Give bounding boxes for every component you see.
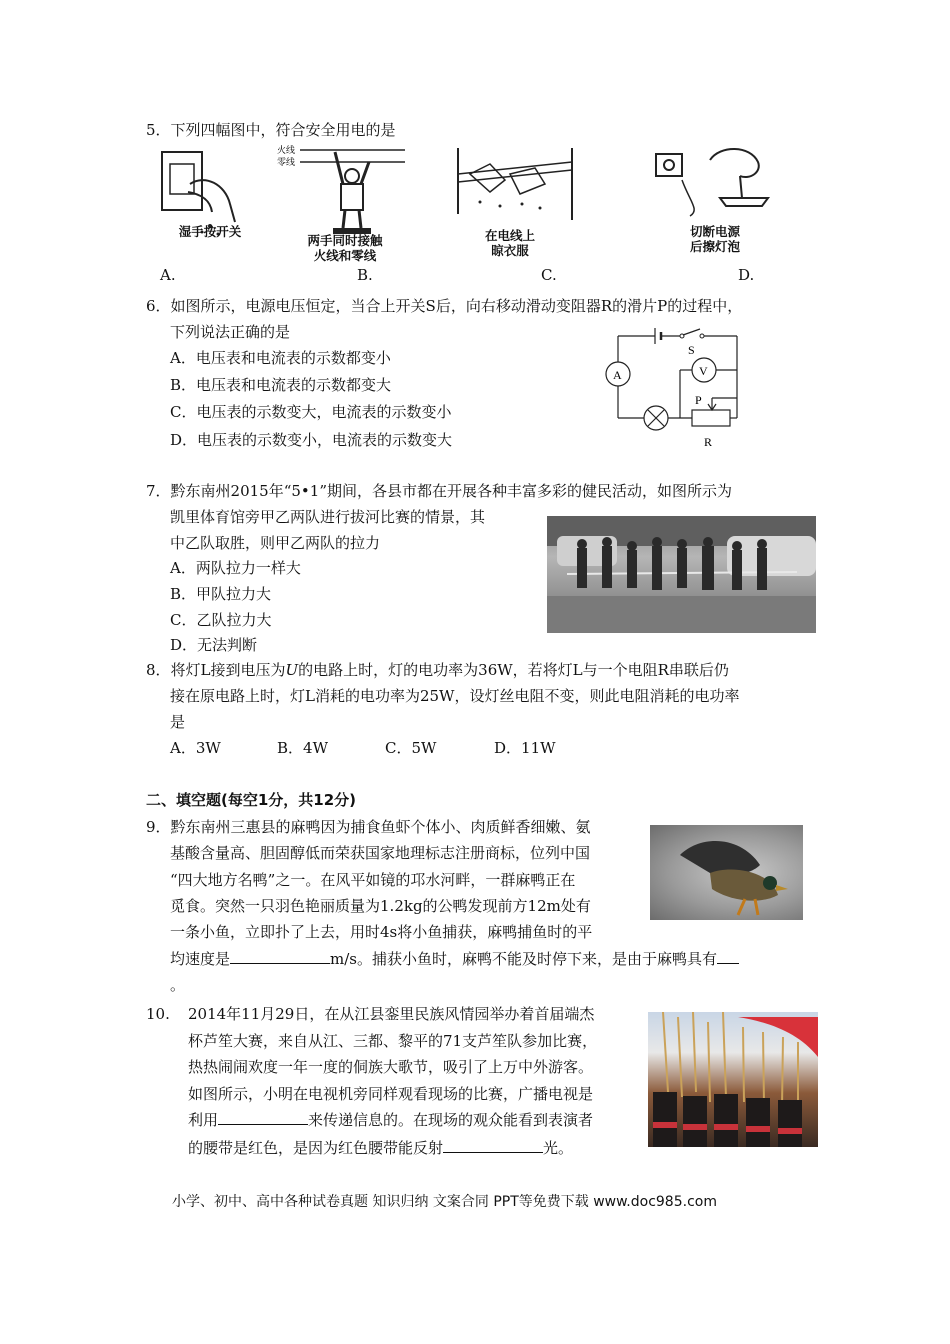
q5-caption-c-line1: 在电线上 <box>484 228 535 243</box>
person-touching-wires-illustration <box>275 140 410 240</box>
q10-line2: 杯芦笙大赛，来自从江、三都、黎平的71支芦笙队参加比赛， <box>188 1032 598 1050</box>
q8-stem-line2: 接在原电路上时，灯L消耗的电功率为25W，设灯丝电阻不变，则此电阻消耗的电功率 <box>170 687 740 705</box>
q7-option-d: D．无法判断 <box>170 636 258 654</box>
voltmeter-label: V <box>699 364 708 378</box>
unplugged-lamp-illustration <box>650 140 780 220</box>
q6-option-d: D．电压表的示数变小，电流表的示数变大 <box>170 431 453 449</box>
q8-stem-line1-part2: 的电路上时，灯的电功率为36W，若将灯L与一个电阻R串联后仍 <box>298 661 729 679</box>
q5-figure-c <box>450 144 590 259</box>
q9-line5: 一条小鱼，立即扑了上去，用时4s将小鱼捕获，麻鸭捕鱼时的平 <box>170 923 593 941</box>
q10-light-blank[interactable] <box>443 1138 543 1153</box>
q10-line6 <box>188 1138 573 1158</box>
lusheng-festival-photo <box>648 1012 818 1147</box>
q9-line7: 。 <box>170 976 186 994</box>
q8-option-b: B．4W <box>277 739 328 757</box>
page-footer: 小学、初中、高中各种试卷真题 知识归纳 文案合同 PPT等免费下载 www.doc985.com <box>172 1194 717 1210</box>
q5-letter-d: D. <box>738 266 755 284</box>
q10-line4: 如图所示，小明在电视机旁同样观看现场的比赛，广播电视是 <box>188 1085 594 1103</box>
q9-line6-part2: m/s。捕获小鱼时，麻鸭不能及时停下来，是由于麻鸭具有 <box>330 950 717 968</box>
q10-line5 <box>188 1110 593 1130</box>
q5-caption-c-line2: 晾衣服 <box>491 243 529 258</box>
q5-letter-b: B. <box>357 266 373 284</box>
q9-line4: 觅食。突然一只羽色艳丽质量为1.2kg的公鸭发现前方12m处有 <box>170 897 591 915</box>
rheostat-icon <box>692 410 730 426</box>
switch-label: S <box>688 343 695 357</box>
q10-line1: 2014年11月29日，在从江县銮里民族风情园举办着首届端杰 <box>188 1005 595 1023</box>
q10-signal-blank[interactable] <box>218 1110 308 1125</box>
q5-caption-d-line2: 后擦灯泡 <box>689 239 740 254</box>
q6-circuit-diagram <box>600 326 750 451</box>
q10-line6-part1: 的腰带是红色，是因为红色腰带能反射 <box>188 1139 444 1157</box>
q5-letter-c: C. <box>541 266 557 284</box>
q9-line1: 9．黔东南州三惠县的麻鸭因为捕食鱼虾个体小、肉质鲜香细嫩、氨 <box>146 818 591 836</box>
q7-stem-line3: 中乙队取胜，则甲乙两队的拉力 <box>170 534 381 552</box>
q5-letter-a: A. <box>160 266 176 284</box>
q7-option-c: C．乙队拉力大 <box>170 611 272 629</box>
q10-line5-part1: 利用 <box>188 1111 219 1129</box>
q6-option-a: A．电压表和电流表的示数都变小 <box>170 349 391 367</box>
tug-of-war-photo <box>547 516 816 633</box>
q7-stem-line1: 7．黔东南州2015年“5•1”期间，各县市都在开展各种丰富多彩的健民活动，如图所示为 <box>146 482 732 500</box>
q9-inertia-blank[interactable] <box>717 949 739 964</box>
q9-speed-blank[interactable] <box>230 949 330 964</box>
q10-line3: 热热闹闹欢度一年一度的侗族大歌节，吸引了上万中外游客。 <box>188 1058 594 1076</box>
q10-line6-part2: 光。 <box>543 1139 574 1157</box>
resistor-label: R <box>704 435 713 449</box>
duck-photo <box>650 825 803 920</box>
clothes-on-wire-illustration <box>450 144 590 224</box>
q9-line2: 基酸含量高、胆固醇低而荣获国家地理标志注册商标，位列中国 <box>170 844 591 862</box>
q5-caption-a: 湿手按开关 <box>178 224 242 239</box>
q5-stem: 5．下列四幅图中，符合安全用电的是 <box>146 121 396 139</box>
q5-caption-d-line1: 切断电源 <box>689 224 740 239</box>
voltage-symbol: U <box>285 661 299 679</box>
q5-caption-b-line2: 火线和零线 <box>313 248 377 263</box>
slider-label: P <box>695 393 702 407</box>
q6-option-b: B．电压表和电流表的示数都变大 <box>170 376 392 394</box>
q5-figure-b <box>275 140 410 265</box>
q6-option-c: C．电压表的示数变大，电流表的示数变小 <box>170 403 452 421</box>
q10-line5-part2: 来传递信息的。在现场的观众能看到表演者 <box>308 1111 594 1129</box>
q9-line6-part1: 均速度是 <box>170 950 231 968</box>
q8-option-a: A．3W <box>170 739 221 757</box>
q7-option-b: B．甲队拉力大 <box>170 585 272 603</box>
section-2-title: 二、填空题(每空1分，共12分) <box>146 791 357 809</box>
q8-option-d: D．11W <box>494 739 556 757</box>
q9-line3: “四大地方名鸭”之一。在风平如镜的邛水河畔，一群麻鸭正在 <box>170 871 576 889</box>
q6-stem-line1: 6．如图所示，电源电压恒定，当合上开关S后，向右移动滑动变阻器R的滑片P的过程中， <box>146 297 743 315</box>
q5-caption-b-line1: 两手同时接触 <box>307 233 383 248</box>
q5-figure-a <box>150 144 260 244</box>
q6-stem-line2: 下列说法正确的是 <box>170 323 291 341</box>
neutral-wire-label: 零线 <box>277 158 296 168</box>
ammeter-label: A <box>613 368 622 382</box>
q7-stem-line2: 凯里体育馆旁甲乙两队进行拔河比赛的情景，其 <box>170 508 486 526</box>
live-wire-label: 火线 <box>277 146 296 156</box>
q10-number: 10. <box>146 1005 170 1023</box>
q8-stem-line1-part1: 8．将灯L接到电压为 <box>146 661 286 679</box>
q8-option-c: C．5W <box>385 739 437 757</box>
q8-stem-line3: 是 <box>170 713 186 731</box>
q7-option-a: A．两队拉力一样大 <box>170 559 301 577</box>
q8-stem-line1 <box>146 660 729 680</box>
q9-line6 <box>170 949 739 969</box>
q5-figure-d <box>650 140 780 260</box>
